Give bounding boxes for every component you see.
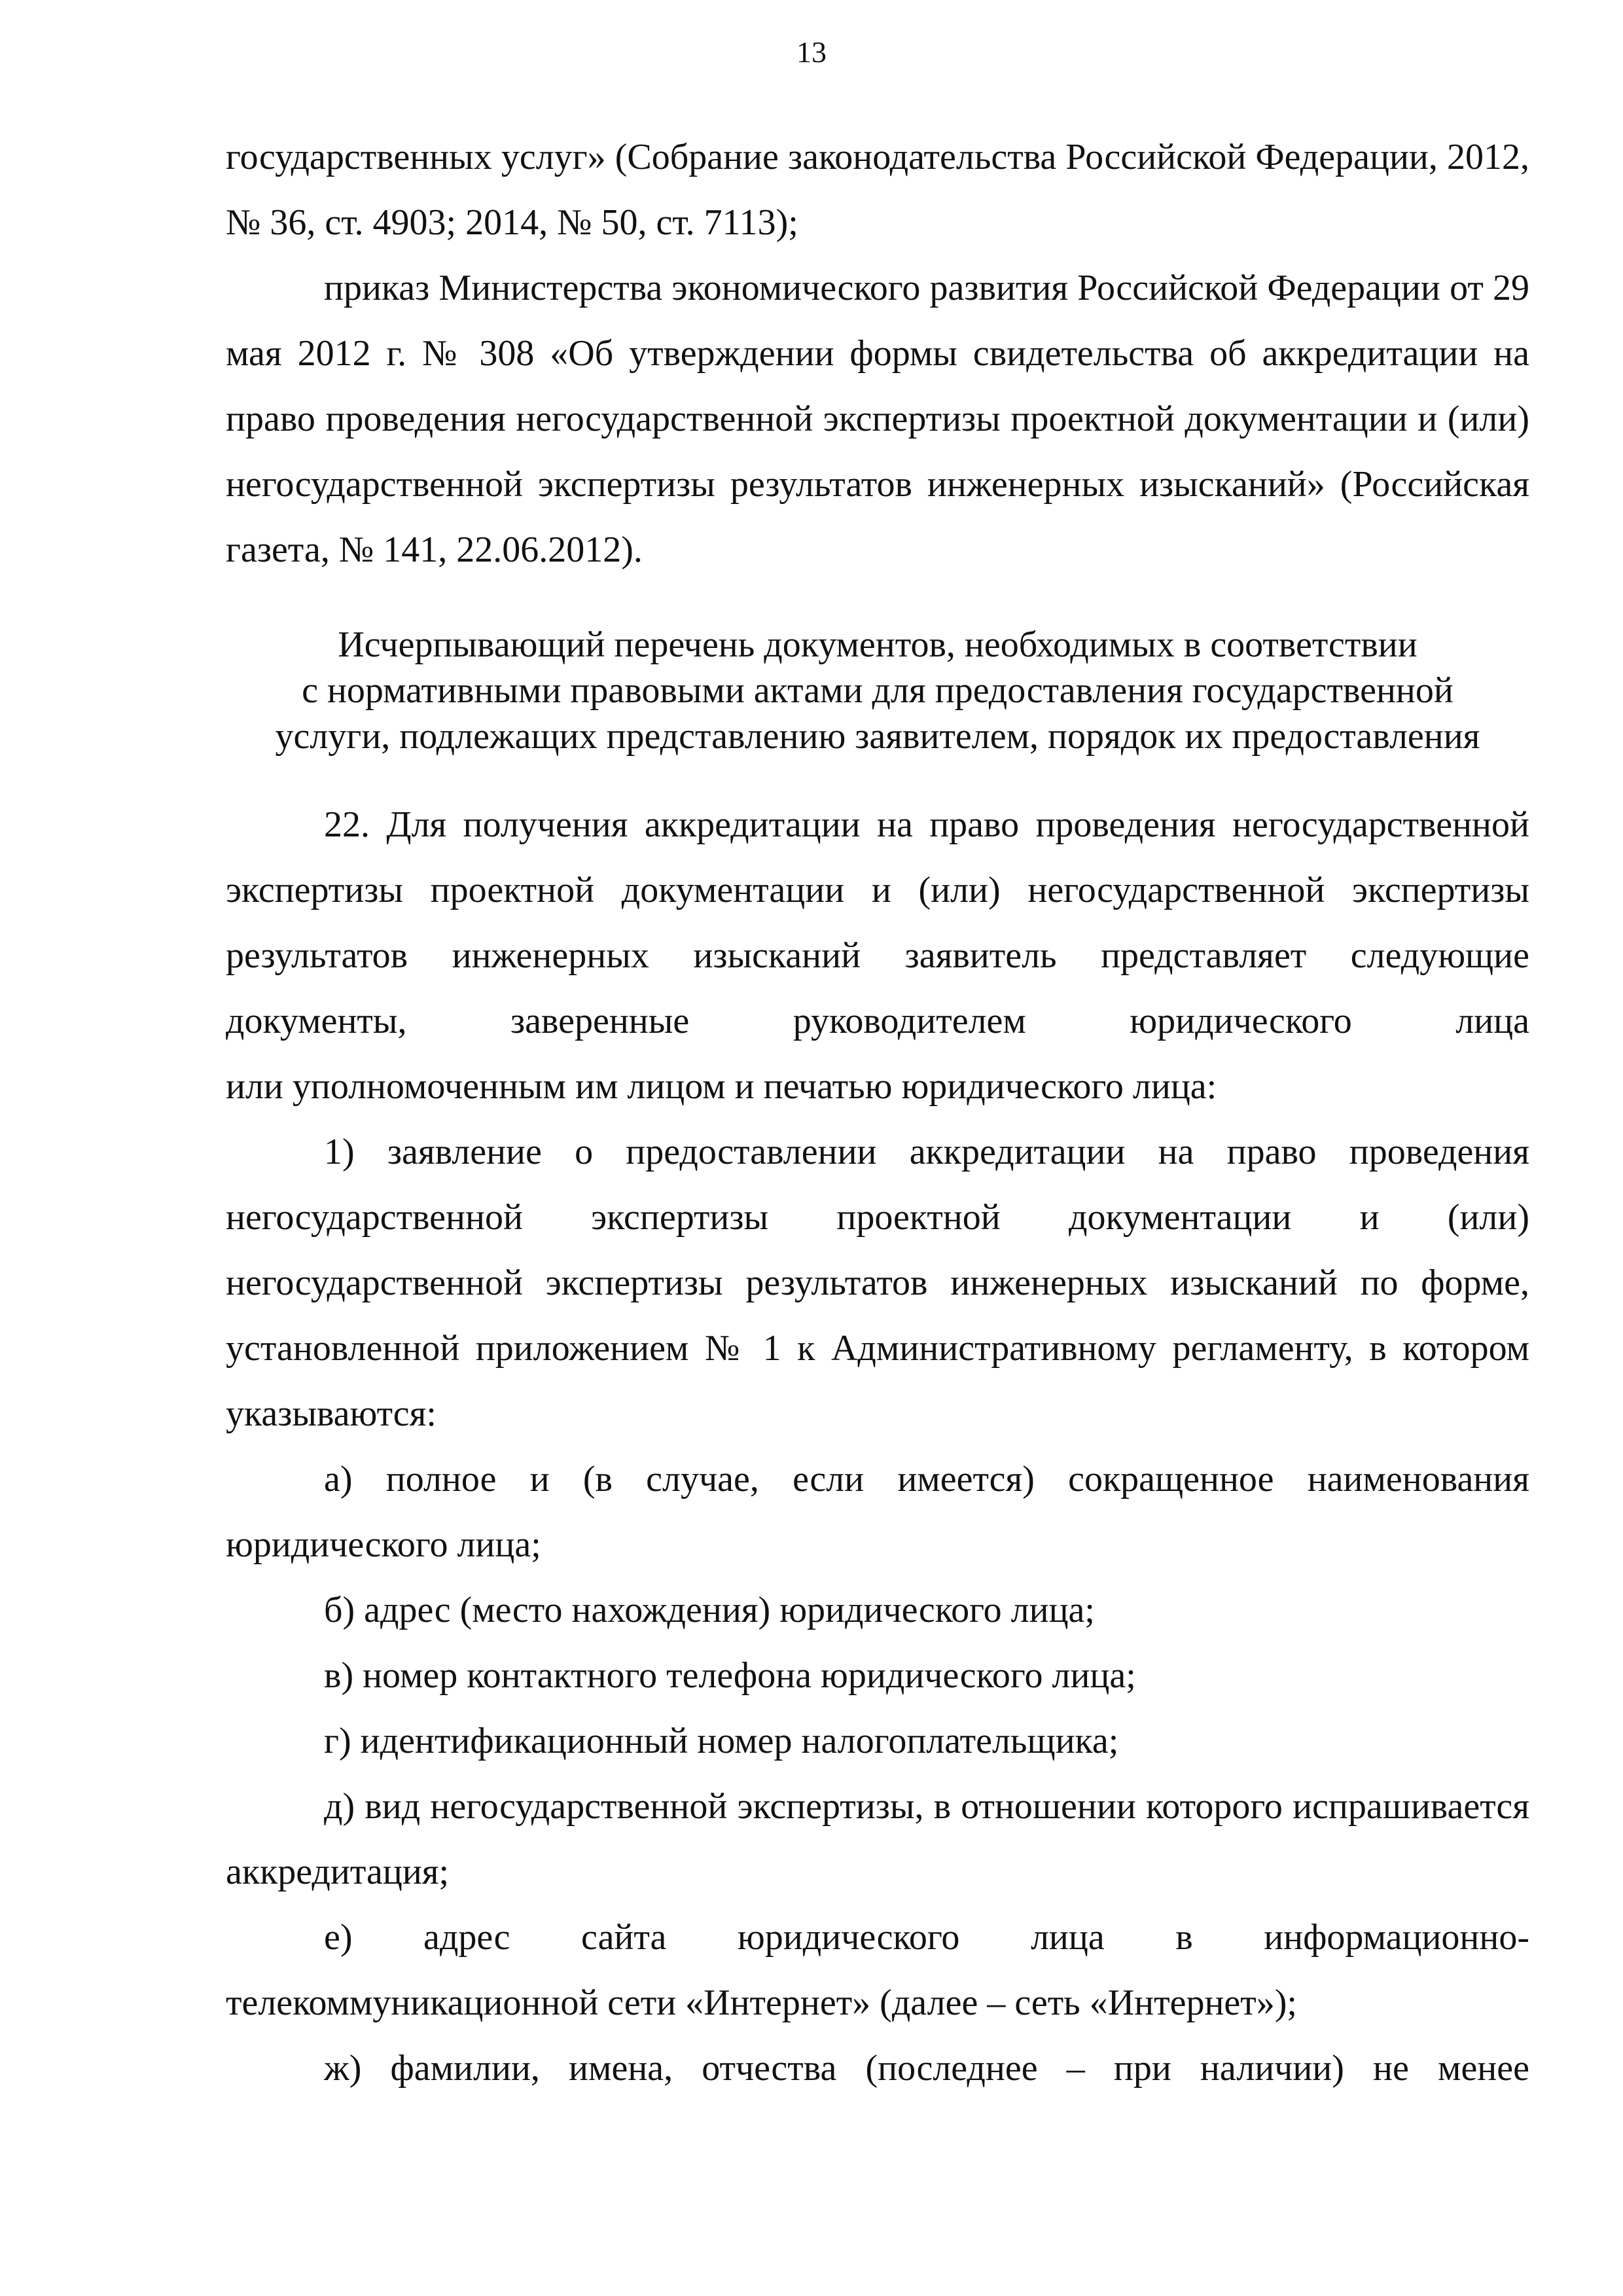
paragraph-order-308: приказ Министерства экономического развития Российской Федерации от 29 мая 2012 г. № 308 «Об утверждении формы свидетельства об аккредитации на право проведения негосударственной экспертизы проектной документации и (или) негосударственной экспертизы результатов инженерных изысканий» (Российская газета, № 141, 22.06.2012). xyxy=(226,268,1529,570)
heading-line-3: услуги, подлежащих представлению заявителем, порядок их предоставления xyxy=(275,716,1480,757)
subitem-e: е) адрес сайта юридического лица в информационно-телекоммуникационной сети «Интернет» (далее – сеть «Интернет»); xyxy=(226,1917,1529,2023)
paragraph-continuation: государственных услуг» (Собрание законодательства Российской Федерации, 2012, № 36, ст. 4903; 2014, № 50, ст. 7113); xyxy=(226,137,1529,243)
subitem-g: г) идентификационный номер налогоплательщика; xyxy=(324,1721,1119,1761)
paragraph-22-intro: 22. Для получения аккредитации на право проведения негосударственной экспертизы проектной документации и (или) негосударственной экспертизы результатов инженерных изысканий заявитель представляет следующие документы, заверенные руководителем юридического лица xyxy=(226,804,1529,1041)
heading-line-1: Исчерпывающий перечень документов, необходимых в соответствии xyxy=(338,624,1418,665)
document-body xyxy=(226,124,1529,2101)
section-heading xyxy=(226,622,1529,759)
item-1-application: 1) заявление о предоставлении аккредитации на право проведения негосударственной экспертизы проектной документации и (или) негосударственной экспертизы результатов инженерных изысканий по форме, установленной приложением № 1 к Административному регламенту, в котором указываются: xyxy=(226,1132,1529,1434)
subitem-a: а) полное и (в случае, если имеется) сокращенное наименования юридического лица; xyxy=(226,1459,1529,1565)
page-number: 13 xyxy=(796,35,827,69)
subitem-v: в) номер контактного телефона юридического лица; xyxy=(324,1655,1136,1696)
subitem-d: д) вид негосударственной экспертизы, в отношении которого испрашивается аккредитация; xyxy=(226,1786,1529,1892)
heading-line-2: с нормативными правовыми актами для предоставления государственной xyxy=(302,670,1454,711)
paragraph-22-intro-end: или уполномоченным им лицом и печатью юридического лица: xyxy=(226,1066,1217,1107)
subitem-b: б) адрес (место нахождения) юридического лица; xyxy=(324,1590,1095,1630)
subitem-zh: ж) фамилии, имена, отчества (последнее – при наличии) не менее xyxy=(324,2048,1529,2089)
